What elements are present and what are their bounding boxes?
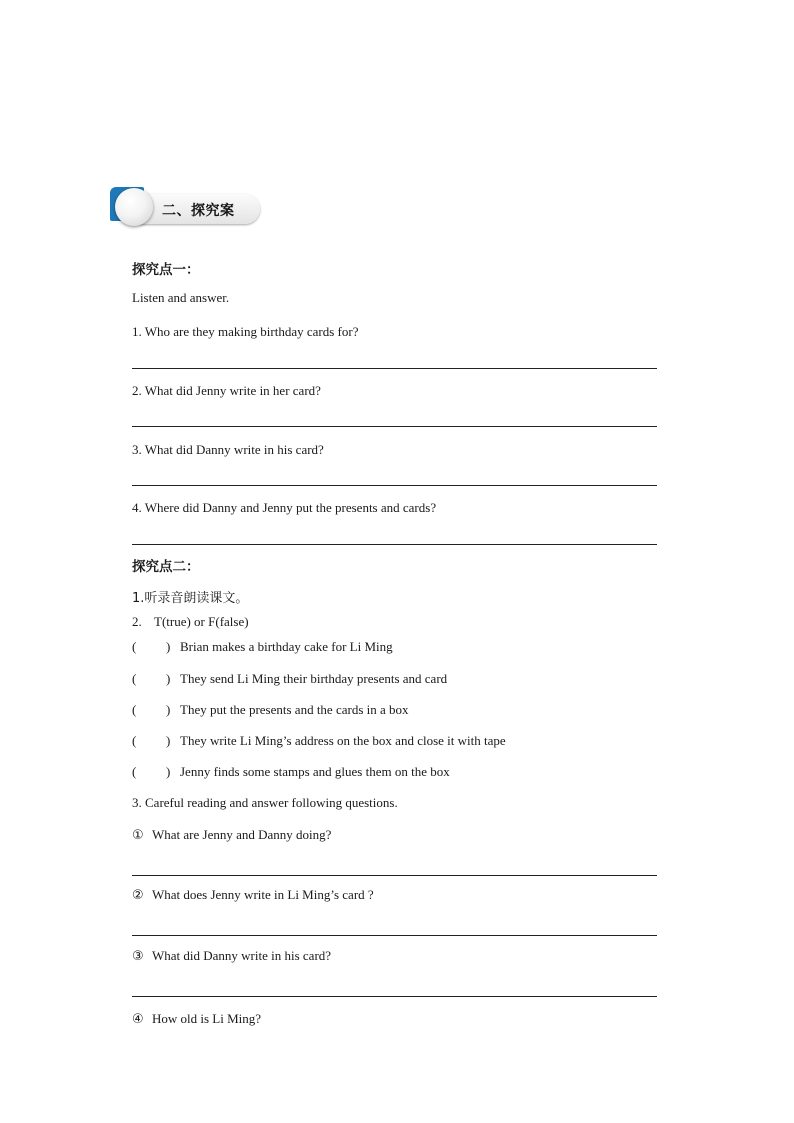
answer-line-6[interactable]: [132, 935, 657, 936]
answer-line-3[interactable]: [132, 485, 657, 486]
section-header-badge: [110, 187, 262, 227]
tf-blank-open[interactable]: (: [132, 671, 137, 686]
circled-number-3: ③: [132, 949, 144, 964]
part1-question-1: 1. Who are they making birthday cards for?: [132, 324, 359, 339]
reading-question-text: What did Danny write in his card?: [152, 948, 332, 963]
task-2-number: 2.: [132, 614, 142, 629]
tf-item: [132, 639, 393, 655]
part2-heading: 探究点二：: [132, 559, 200, 575]
reading-question-text: What does Jenny write in Li Ming’s card ?: [152, 887, 374, 902]
badge-circle-icon: [115, 188, 153, 226]
answer-line-7[interactable]: [132, 996, 657, 997]
tf-item: [132, 733, 506, 749]
reading-question-text: What are Jenny and Danny doing?: [152, 827, 332, 842]
reading-question: [132, 887, 374, 903]
tf-item-text: They put the presents and the cards in a box: [180, 702, 409, 717]
part2-task-1: 1.听录音朗读课文。: [132, 591, 249, 606]
reading-question-text: How old is Li Ming?: [152, 1011, 262, 1026]
tf-blank-close: ): [166, 671, 171, 686]
circled-number-2: ②: [132, 888, 144, 903]
part1-heading: 探究点一：: [132, 262, 200, 278]
answer-line-5[interactable]: [132, 875, 657, 876]
tf-blank-open[interactable]: (: [132, 764, 137, 779]
part1-question-2: 2. What did Jenny write in her card?: [132, 383, 321, 398]
task-2-label: T(true) or F(false): [154, 614, 249, 629]
tf-item-text: They write Li Ming’s address on the box and close it with tape: [180, 733, 506, 748]
tf-blank-open[interactable]: (: [132, 733, 137, 748]
tf-blank-close: ): [166, 639, 171, 654]
tf-item-text: They send Li Ming their birthday presents and card: [180, 671, 448, 686]
circled-number-1: ①: [132, 828, 144, 843]
tf-blank-close: ): [166, 702, 171, 717]
tf-blank-close: ): [166, 764, 171, 779]
section-title: 二、探究案: [162, 203, 235, 219]
tf-item: [132, 764, 450, 780]
part2-task-2: [132, 614, 249, 630]
answer-line-4[interactable]: [132, 544, 657, 545]
part2-task-3: 3. Careful reading and answer following questions.: [132, 795, 398, 810]
answer-line-1[interactable]: [132, 368, 657, 369]
answer-line-2[interactable]: [132, 426, 657, 427]
tf-item-text: Brian makes a birthday cake for Li Ming: [180, 639, 393, 654]
tf-item: [132, 671, 447, 687]
tf-blank-open[interactable]: (: [132, 639, 137, 654]
part1-instruction: Listen and answer.: [132, 290, 230, 305]
circled-number-4: ④: [132, 1012, 144, 1027]
reading-question: [132, 1011, 261, 1027]
tf-blank-open[interactable]: (: [132, 702, 137, 717]
part1-question-4: 4. Where did Danny and Jenny put the presents and cards?: [132, 500, 437, 515]
tf-item-text: Jenny finds some stamps and glues them on the box: [180, 764, 450, 779]
reading-question: [132, 827, 331, 843]
tf-blank-close: ): [166, 733, 171, 748]
part1-question-3: 3. What did Danny write in his card?: [132, 442, 324, 457]
tf-item: [132, 702, 409, 718]
reading-question: [132, 948, 331, 964]
